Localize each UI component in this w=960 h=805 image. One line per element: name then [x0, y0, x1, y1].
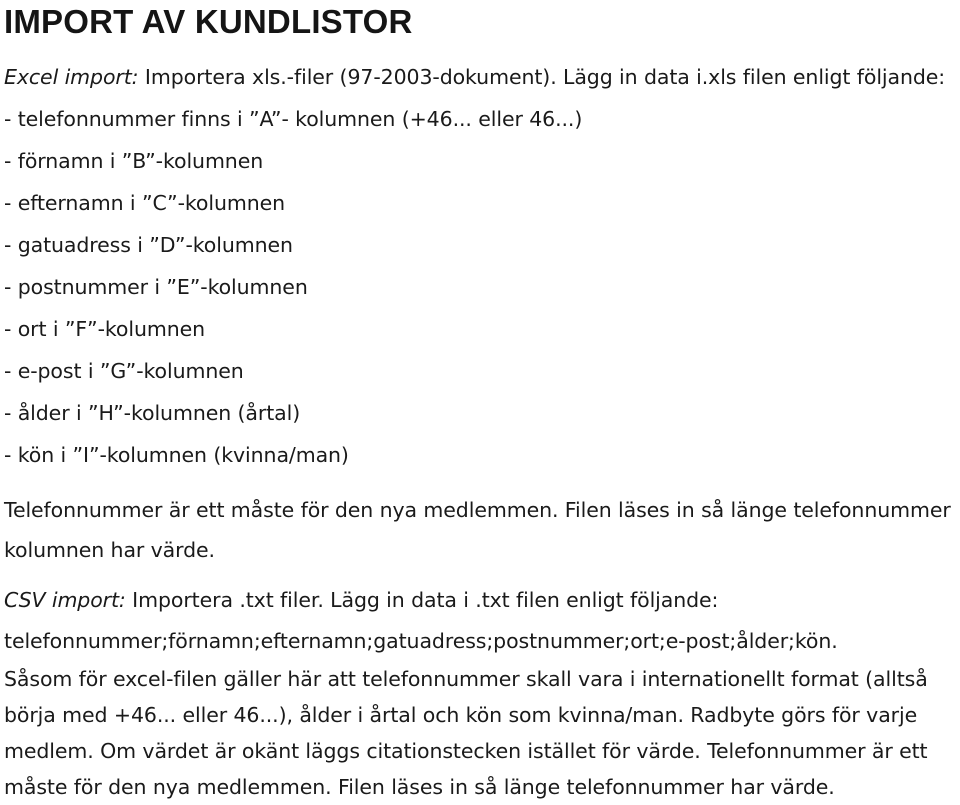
excel-note	[4, 492, 952, 568]
excel-intro-text: Importera xls.-filer (97-2003-dokument). Lägg in data i.xls filen enligt följande:	[138, 65, 946, 89]
excel-import-label: Excel import:	[4, 65, 139, 89]
list-item: - gatuadress i ”D”-kolumnen	[4, 233, 293, 257]
excel-column-list	[4, 98, 952, 476]
list-item: - förnamn i ”B”-kolumnen	[4, 149, 264, 173]
csv-note-line: måste för den nya medlemmen. Filen läses in så länge telefonnummer har värde.	[4, 775, 835, 799]
csv-note-line: börja med +46... eller 46...), ålder i årtal och kön som kvinna/man. Radbyte görs för varje	[4, 703, 918, 727]
page-title: IMPORT AV KUNDLISTOR	[4, 3, 413, 40]
excel-intro	[4, 56, 952, 98]
excel-note-line: kolumnen har värde.	[4, 538, 215, 562]
list-item: - ålder i ”H”-kolumnen (årtal)	[4, 401, 301, 425]
list-item: - postnummer i ”E”-kolumnen	[4, 275, 308, 299]
excel-note-line: Telefonnummer är ett måste för den nya medlemmen. Filen läses in så länge telefonnummer	[4, 498, 951, 522]
csv-import-label: CSV import:	[4, 588, 126, 612]
csv-note-line: medlem. Om värdet är okänt läggs citationstecken istället för värde. Telefonnummer är ett	[4, 739, 928, 763]
list-item: - e-post i ”G”-kolumnen	[4, 359, 244, 383]
csv-note-line: Såsom för excel-filen gäller här att telefonnummer skall vara i internationellt format (alltså	[4, 667, 928, 691]
csv-note	[4, 661, 952, 805]
csv-format: telefonnummer;förnamn;efternamn;gatuadress;postnummer;ort;e-post;ålder;kön.	[4, 629, 838, 653]
list-item: - telefonnummer finns i ”A”- kolumnen (+46... eller 46...)	[4, 107, 583, 131]
list-item: - ort i ”F”-kolumnen	[4, 317, 206, 341]
csv-intro	[4, 582, 952, 618]
csv-intro-text: Importera .txt filer. Lägg in data i .txt filen enligt följande:	[125, 588, 719, 612]
list-item: - efternamn i ”C”-kolumnen	[4, 191, 286, 215]
list-item: - kön i ”I”-kolumnen (kvinna/man)	[4, 443, 349, 467]
